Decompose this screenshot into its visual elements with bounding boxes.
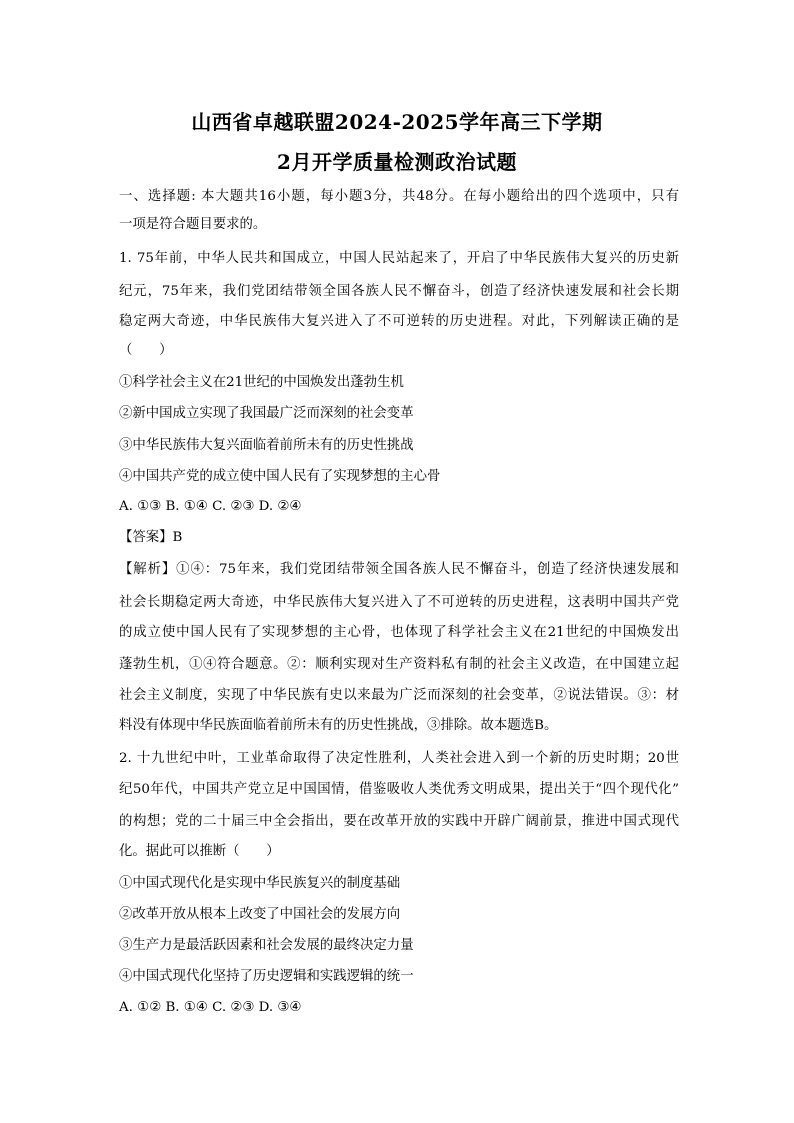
question-2-stem-line-3: 的构想；党的二十届三中全会指出，要在改革开放的实践中开辟广阔前景，推进中国式现代 <box>119 814 679 829</box>
section-instructions-line-2: 一项是符合题目要求的。 <box>119 217 267 232</box>
question-2-option-4: ④中国式现代化坚持了历史逻辑和实践逻辑的统一 <box>119 969 414 984</box>
question-1-analysis-line-2: 社会长期稳定两大奇迹，中华民族伟大复兴进入了不可逆转的历史进程，这表明中国共产党 <box>119 595 679 610</box>
document-title-line-1: 山西省卓越联盟2024-2025学年高三下学期 <box>191 110 603 134</box>
question-1-stem-line-4: （ ） <box>119 343 173 358</box>
question-2-stem-line-2: 纪50年代，中国共产党立足中国国情，借鉴吸收人类优秀文明成果，提出关于“四个现代化” <box>119 782 679 797</box>
question-1-stem-line-3: 稳定两大奇迹，中华民族伟大复兴进入了不可逆转的历史进程。对此，下列解读正确的是 <box>119 314 679 329</box>
question-2-option-2: ②改革开放从根本上改变了中国社会的发展方向 <box>119 907 401 922</box>
section-instructions-line-1: 一、选择题: 本大题共16小题，每小题3分，共48分。在每小题给出的四个选项中，只有 <box>119 189 679 204</box>
question-1-option-4: ④中国共产党的成立使中国人民有了实现梦想的主心骨 <box>119 469 441 484</box>
question-1-answer: 【答案】B <box>119 530 183 545</box>
question-1-analysis-line-6: 料没有体现中华民族面临着前所未有的历史性挑战，③排除。故本题选B。 <box>119 718 558 733</box>
question-2-option-3: ③生产力是最活跃因素和社会发展的最终决定力量 <box>119 938 414 953</box>
question-2-stem-line-4: 化。据此可以推断（ ） <box>119 844 280 859</box>
question-1-stem-line-2: 纪元，75年来，我们党团结带领全国各族人民不懈奋斗，创造了经济快速发展和社会长期 <box>119 284 679 299</box>
question-2-stem-line-1: 2. 十九世纪中叶，工业革命取得了决定性胜利，人类社会进入到一个新的历史时期；20世 <box>119 751 679 766</box>
question-1-analysis-line-3: 的成立使中国人民有了实现梦想的主心骨，也体现了科学社会主义在21世纪的中国焕发出 <box>119 625 679 640</box>
question-1-choices: A. ①③ B. ①④ C. ②③ D. ②④ <box>119 499 302 514</box>
question-1-analysis-line-5: 社会主义制度，实现了中华民族有史以来最为广泛而深刻的社会变革，②说法错误。③：材 <box>119 688 679 703</box>
question-1-stem-line-1: 1. 75年前，中华人民共和国成立，中国人民站起来了，开启了中华民族伟大复兴的历史新 <box>119 251 679 266</box>
question-2-option-1: ①中国式现代化是实现中华民族复兴的制度基础 <box>119 876 401 891</box>
question-1-option-2: ②新中国成立实现了我国最广泛而深刻的社会变革 <box>119 406 414 421</box>
question-1-option-1: ①科学社会主义在21世纪的中国焕发出蓬勃生机 <box>119 375 404 390</box>
question-1-analysis-line-4: 蓬勃生机，①④符合题意。②：顺利实现对生产资料私有制的社会主义改造，在中国建立起 <box>119 657 679 672</box>
question-1-option-3: ③中华民族伟大复兴面临着前所未有的历史性挑战 <box>119 438 414 453</box>
document-title-line-2: 2月开学质量检测政治试题 <box>277 150 517 174</box>
question-1-analysis-line-1: 【解析】①④：75年来，我们党团结带领全国各族人民不懈奋斗，创造了经济快速发展和 <box>119 562 679 577</box>
question-2-choices: A. ①② B. ①④ C. ②③ D. ③④ <box>119 1000 302 1015</box>
